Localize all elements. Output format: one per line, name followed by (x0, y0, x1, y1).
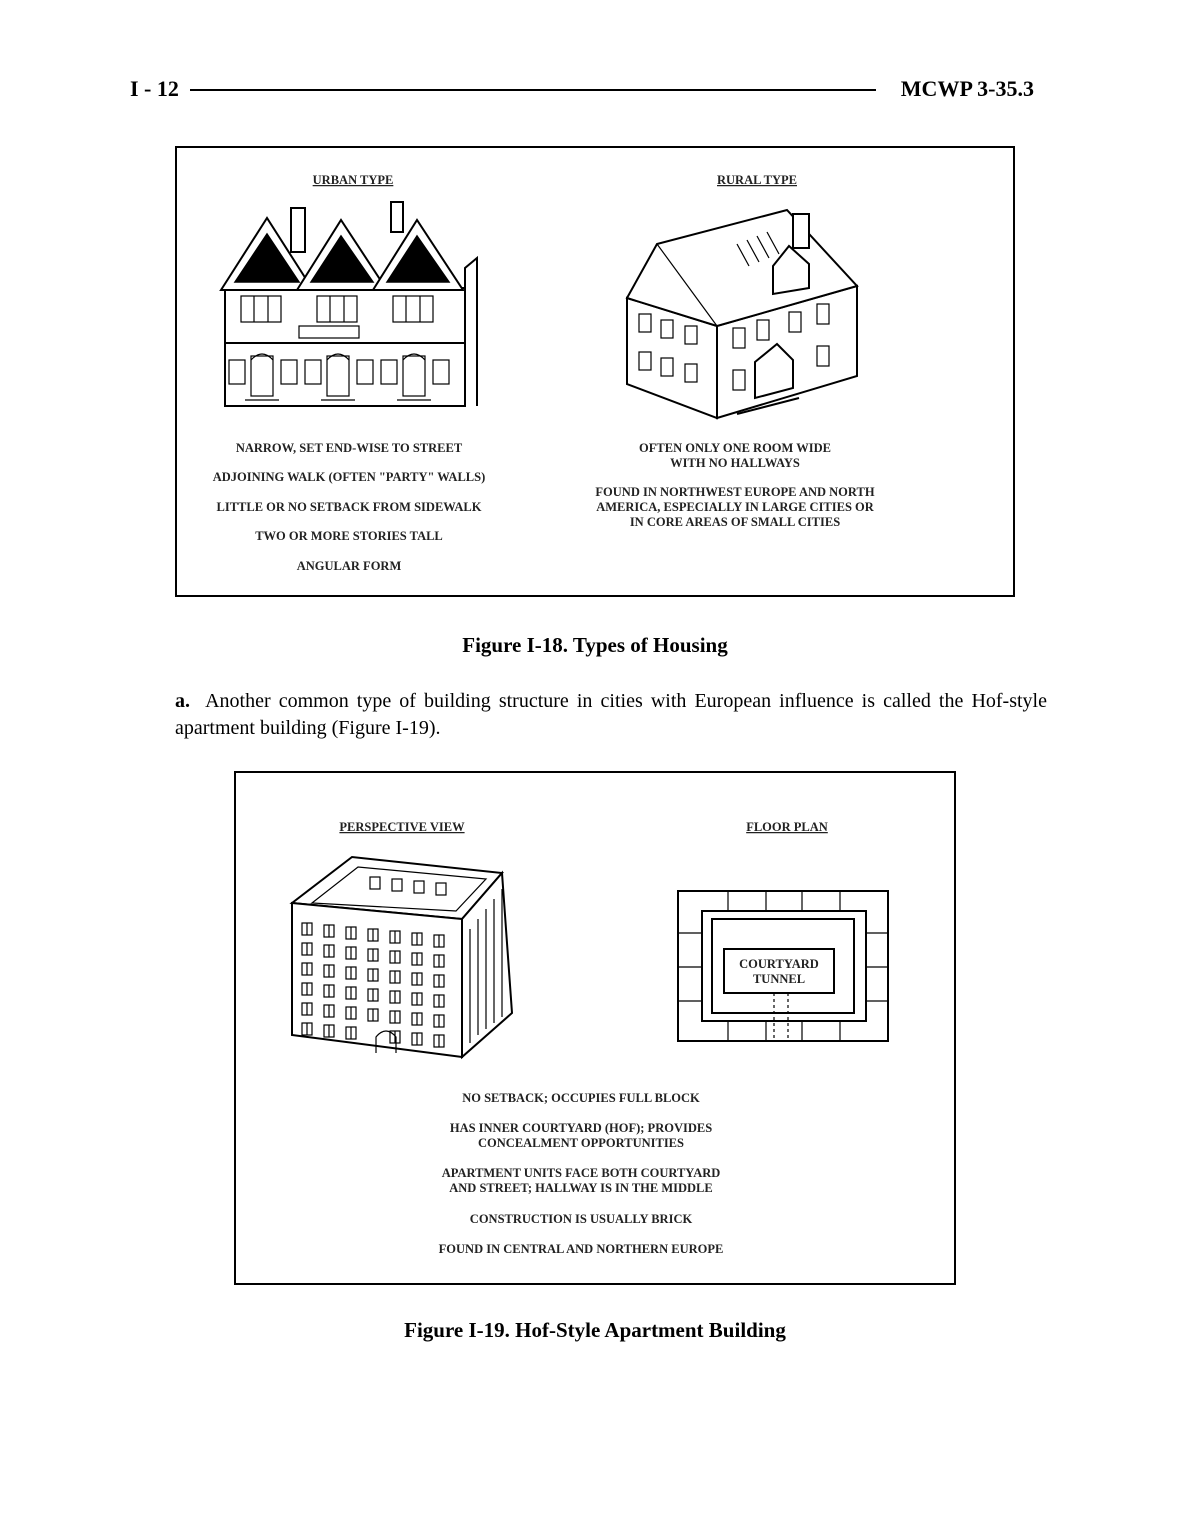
urban-type-heading: URBAN TYPE (312, 173, 394, 187)
rural-line-4: AMERICA, ESPECIALLY IN LARGE CITIES OR (596, 500, 874, 514)
courtyard-label: COURTYARD (739, 957, 819, 971)
figure-types-of-housing (175, 146, 1015, 597)
hof-line-7: FOUND IN CENTRAL AND NORTHERN EUROPE (438, 1242, 724, 1256)
rural-type-heading: RURAL TYPE (717, 173, 797, 187)
rural-characteristics (595, 441, 874, 529)
hof-line-1: NO SETBACK; OCCUPIES FULL BLOCK (462, 1091, 700, 1105)
hof-illustration (236, 773, 954, 1283)
paragraph-a (175, 688, 1047, 742)
figure-hof-style-apartment (234, 771, 956, 1285)
hof-line-2: HAS INNER COURTYARD (HOF); PROVIDES (449, 1121, 713, 1135)
hof-line-3: CONCEALMENT OPPORTUNITIES (478, 1136, 684, 1150)
header-rule (190, 89, 876, 91)
document-id: MCWP 3-35.3 (900, 76, 1034, 101)
running-header (130, 76, 1034, 110)
floor-plan-heading: FLOOR PLAN (746, 820, 828, 834)
perspective-view-heading: PERSPECTIVE VIEW (339, 820, 465, 834)
rural-line-1: OFTEN ONLY ONE ROOM WIDE (639, 441, 831, 455)
urban-line-4: TWO OR MORE STORIES TALL (255, 529, 443, 543)
rural-line-3: FOUND IN NORTHWEST EUROPE AND NORTH (595, 485, 875, 499)
housing-illustration (177, 148, 1013, 595)
urban-line-2: ADJOINING WALK (OFTEN "PARTY" WALLS) (212, 470, 486, 484)
urban-line-3: LITTLE OR NO SETBACK FROM SIDEWALK (216, 500, 482, 514)
hof-line-5: AND STREET; HALLWAY IS IN THE MIDDLE (449, 1181, 713, 1195)
page-number: I - 12 (130, 76, 179, 101)
urban-line-5: ANGULAR FORM (296, 559, 402, 573)
hof-characteristics (439, 1091, 724, 1256)
hof-line-6: CONSTRUCTION IS USUALLY BRICK (469, 1212, 693, 1226)
figure-18-caption: Figure I-18. Types of Housing (462, 633, 728, 657)
paragraph-text: Another common type of building structure in cities with European influence is called the Hof-style apartment building (Figure I-19). (175, 690, 1047, 739)
perspective-building-drawing (292, 857, 512, 1057)
rural-line-2: WITH NO HALLWAYS (670, 456, 800, 470)
paragraph-label: a. (175, 690, 190, 712)
urban-characteristics (213, 441, 486, 573)
tunnel-label: TUNNEL (752, 972, 806, 986)
urban-rowhouse-drawing (221, 202, 477, 406)
urban-line-1: NARROW, SET END-WISE TO STREET (235, 441, 463, 455)
floor-plan-drawing (678, 891, 888, 1041)
rural-line-5: IN CORE AREAS OF SMALL CITIES (629, 515, 841, 529)
hof-line-4: APARTMENT UNITS FACE BOTH COURTYARD (441, 1166, 721, 1180)
rural-house-drawing (627, 210, 857, 418)
figure-19-caption: Figure I-19. Hof-Style Apartment Building (404, 1318, 786, 1342)
